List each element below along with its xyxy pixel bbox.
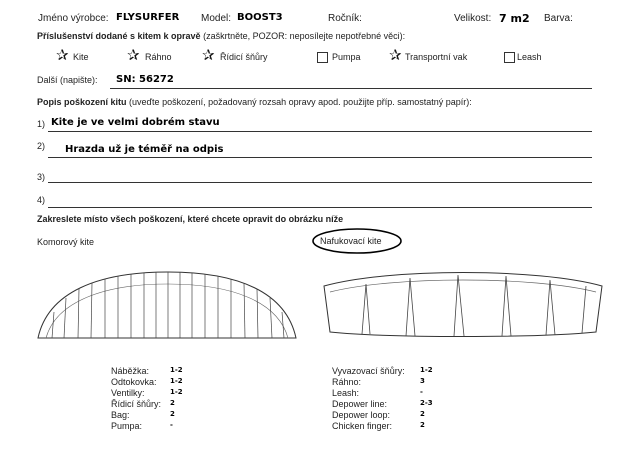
size-value: 7 m2 — [499, 12, 530, 25]
damage-line-text: Hrazda už je téměř na odpis — [65, 144, 224, 155]
accessory-bag-label: Transportní vak — [405, 52, 468, 62]
accessories-title-bold: Příslušenství dodané s kitem k opravě — [37, 31, 201, 41]
drawing-title: Zakreslete místo všech poškození, které chcete opravit do obrázku níže — [37, 214, 344, 224]
other-value: SN: 56272 — [116, 74, 174, 85]
accessory-kite-label: Kite — [73, 52, 89, 62]
foil-kite-drawing[interactable] — [28, 262, 310, 346]
accessories-title — [37, 31, 405, 41]
part-label: Chicken finger: — [332, 421, 393, 431]
accessory-lines-label: Řídicí šňůry — [220, 52, 268, 62]
part-value: 2 — [420, 410, 425, 418]
damage-line-underline — [48, 131, 592, 132]
star-check-icon[interactable]: ✰ — [389, 47, 402, 64]
year-label: Ročník: — [328, 13, 362, 24]
inflatable-kite-drawing[interactable] — [318, 264, 610, 348]
part-value: 2 — [170, 399, 175, 407]
color-label: Barva: — [544, 13, 573, 24]
accessory-rahno-label: Ráhno — [145, 52, 172, 62]
size-label: Velikost: — [454, 13, 492, 24]
star-check-icon[interactable]: ✰ — [56, 47, 69, 64]
part-label: Řídicí šňůry: — [111, 399, 162, 409]
part-label: Pumpa: — [111, 421, 143, 431]
other-label: Další (napište): — [37, 75, 98, 85]
damage-line-number: 3) — [37, 172, 46, 182]
part-value: 2-3 — [420, 399, 433, 407]
part-value: 2 — [170, 410, 175, 418]
part-value: 1-2 — [170, 388, 183, 396]
damage-line-text: Kite je ve velmi dobrém stavu — [51, 117, 220, 128]
model-value: BOOST3 — [237, 12, 283, 23]
damage-line-number: 4) — [37, 195, 46, 205]
part-label: Depower line: — [332, 399, 388, 409]
damage-line-number: 1) — [37, 119, 46, 129]
other-underline — [110, 88, 592, 89]
part-label: Náběžka: — [111, 366, 150, 376]
model-label: Model: — [201, 13, 232, 24]
accessory-leash-checkbox[interactable] — [504, 52, 515, 63]
part-label: Ventilky: — [111, 388, 145, 398]
part-label: Vyvazovací šňůry: — [332, 366, 405, 376]
part-label: Bag: — [111, 410, 130, 420]
part-value: 1-2 — [170, 366, 183, 374]
part-value: 1-2 — [170, 377, 183, 385]
accessories-title-rest: (zaškrtněte, POZOR: neposílejte nepotřebné věci): — [200, 31, 406, 41]
manufacturer-value: FLYSURFER — [116, 12, 180, 23]
part-value: - — [170, 421, 173, 429]
star-check-icon[interactable]: ✰ — [202, 47, 215, 64]
damage-title — [37, 97, 472, 107]
damage-line-underline — [48, 157, 592, 158]
accessory-pumpa-checkbox[interactable] — [317, 52, 328, 63]
damage-line-underline — [48, 182, 592, 183]
part-label: Ráhno: — [332, 377, 362, 387]
part-value: 2 — [420, 421, 425, 429]
damage-title-bold: Popis poškození kitu — [37, 97, 127, 107]
part-value: - — [420, 388, 423, 396]
part-label: Odtokovka: — [111, 377, 157, 387]
damage-title-rest: (uveďte poškození, požadovaný rozsah opravy apod. použijte příp. samostatný papír): — [126, 97, 472, 107]
part-label: Depower loop: — [332, 410, 391, 420]
damage-line-number: 2) — [37, 141, 46, 151]
accessory-pumpa-label: Pumpa — [332, 52, 361, 62]
right-kite-caption: Nafukovací kite — [320, 236, 382, 246]
part-value: 3 — [420, 377, 425, 385]
left-kite-caption: Komorový kite — [37, 237, 95, 247]
star-check-icon[interactable]: ✰ — [127, 47, 140, 64]
part-value: 1-2 — [420, 366, 433, 374]
damage-line-underline — [48, 207, 592, 208]
manufacturer-label: Jméno výrobce: — [38, 13, 109, 24]
part-label: Leash: — [332, 388, 360, 398]
accessory-leash-label: Leash — [517, 52, 542, 62]
